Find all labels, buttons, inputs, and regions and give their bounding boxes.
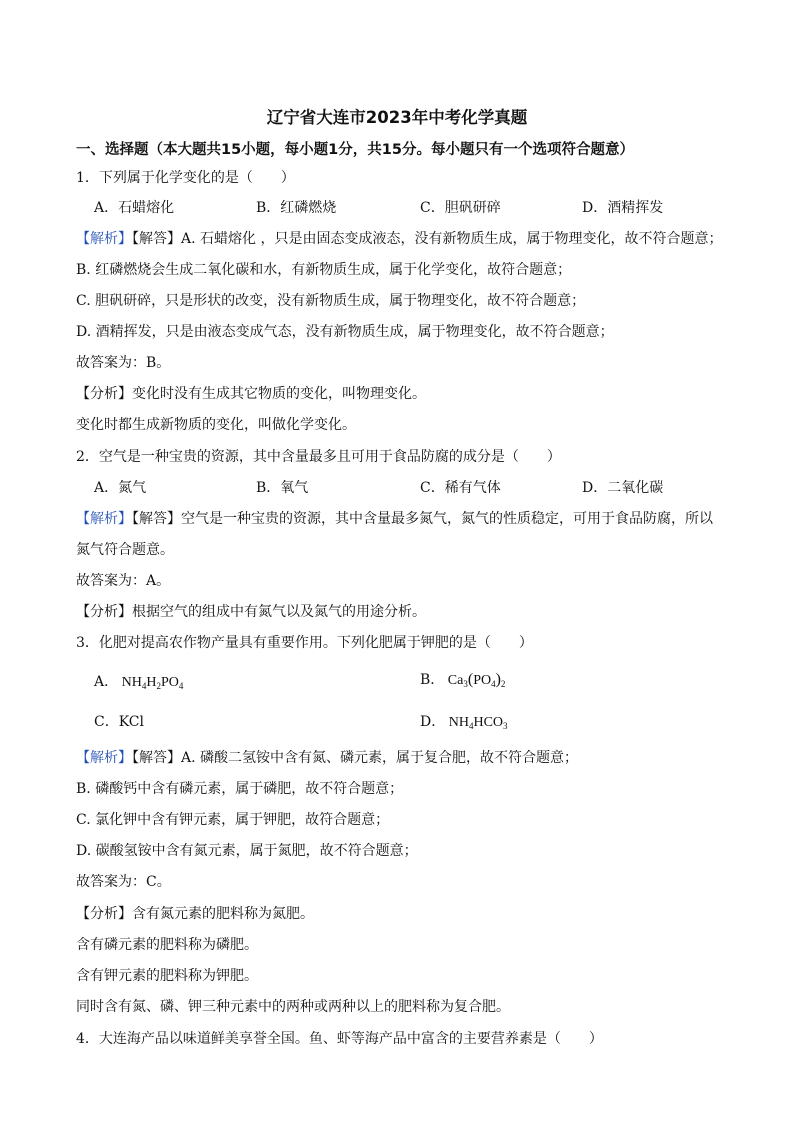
q3-analysis-line: 含有钾元素的肥料称为钾肥。 [76,968,258,984]
q1-analysis-line: 【分析】变化时没有生成其它物质的变化，叫物理变化。 [76,386,426,402]
section-heading: 一、选择题（本大题共15小题，每小题1分，共15分。每小题只有一个选项符合题意） [76,142,634,158]
q1-analysis-line: 变化时都生成新物质的变化，叫做化学变化。 [76,417,356,433]
q3-analysis-line: 含有磷元素的肥料称为磷肥。 [76,937,258,953]
question-4-stem: 4．大连海产品以味道鲜美享誉全国。鱼、虾等海产品中富含的主要营养素是（ ） [76,1031,603,1047]
analysis-tag: 【解析】 [76,231,132,247]
q1-option-d: D．酒精挥发 [582,200,664,216]
q3-option-c: C．KCl [94,714,144,730]
q2-analysis-line: 【分析】根据空气的组成中有氮气以及氮气的用途分析。 [76,604,426,620]
q2-analysis-line: 氮气符合题意。 [76,542,174,558]
q1-analysis-line: D. 酒精挥发，只是由液态变成气态，没有新物质生成，属于物理变化，故不符合题意； [76,324,614,340]
q2-analysis-line: 【解析】【解答】空气是一种宝贵的资源，其中含量最多氮气，氮气的性质稳定，可用于食品防腐，所以 [76,511,713,527]
q3-analysis-line: 【分析】含有氮元素的肥料称为氮肥。 [76,906,314,922]
q3-analysis-line: B. 磷酸钙中含有磷元素，属于磷肥，故不符合题意； [76,781,404,797]
analysis-tag: 【解析】 [76,750,132,766]
q3-analysis-line: 【解析】【解答】A. 磷酸二氢铵中含有氮、磷元素，属于复合肥，故不符合题意； [76,750,579,766]
q3-analysis-line: C. 氯化钾中含有钾元素，属于钾肥，故符合题意； [76,812,390,828]
q3-option-a: A． $NH_4H_2PO_4$ [94,674,184,691]
q1-option-b: B．红磷燃烧 [256,200,337,216]
q1-analysis-line: C. 胆矾研碎，只是形状的改变，没有新物质生成，属于物理变化，故不符合题意； [76,293,586,309]
question-1-stem: 1．下列属于化学变化的是（ ） [76,170,295,186]
analysis-tag: 【解析】 [76,511,132,527]
q3-analysis-line: D. 碳酸氢铵中含有氮元素，属于氮肥，故不符合题意； [76,843,418,859]
q1-answer: 故答案为：B。 [76,355,171,371]
q3-option-b: B． $Ca_3(PO_4)_2$ [420,671,506,689]
formula-ca3po42: $Ca_3(PO_4)_2$ [444,671,506,689]
q2-option-a: A．氮气 [94,480,147,496]
q1-option-a: A．石蜡熔化 [94,200,175,216]
q2-answer: 故答案为：A。 [76,573,171,589]
formula-nh4hco3: $NH_4HCO_3$ [445,715,508,731]
q3-analysis-line: 同时含有氮、磷、钾三种元素中的两种或两种以上的肥料称为复合肥。 [76,999,510,1015]
q2-option-c: C．稀有气体 [420,480,501,496]
q1-option-c: C．胆矾研碎 [420,200,501,216]
formula-nh4h2po4: $NH_4H_2PO_4$ [118,675,184,691]
q3-option-d: D． $NH_4HCO_3$ [420,714,508,731]
q1-analysis-line: 【解析】【解答】A. 石蜡熔化 ，只是由固态变成液态，没有新物质生成，属于物理变化，故不符合题意； [76,231,723,247]
document-title: 辽宁省大连市2023年中考化学真题 [266,108,528,127]
q1-analysis-line: B. 红磷燃烧会生成二氧化碳和水，有新物质生成，属于化学变化，故符合题意； [76,262,572,278]
question-3-stem: 3．化肥对提高农作物产量具有重要作用。下列化肥属于钾肥的是（ ） [76,635,533,651]
q2-option-b: B．氧气 [256,480,309,496]
q2-option-d: D．二氧化碳 [582,480,664,496]
q3-answer: 故答案为：C。 [76,874,171,890]
question-2-stem: 2．空气是一种宝贵的资源，其中含量最多且可用于食品防腐的成分是（ ） [76,449,561,465]
